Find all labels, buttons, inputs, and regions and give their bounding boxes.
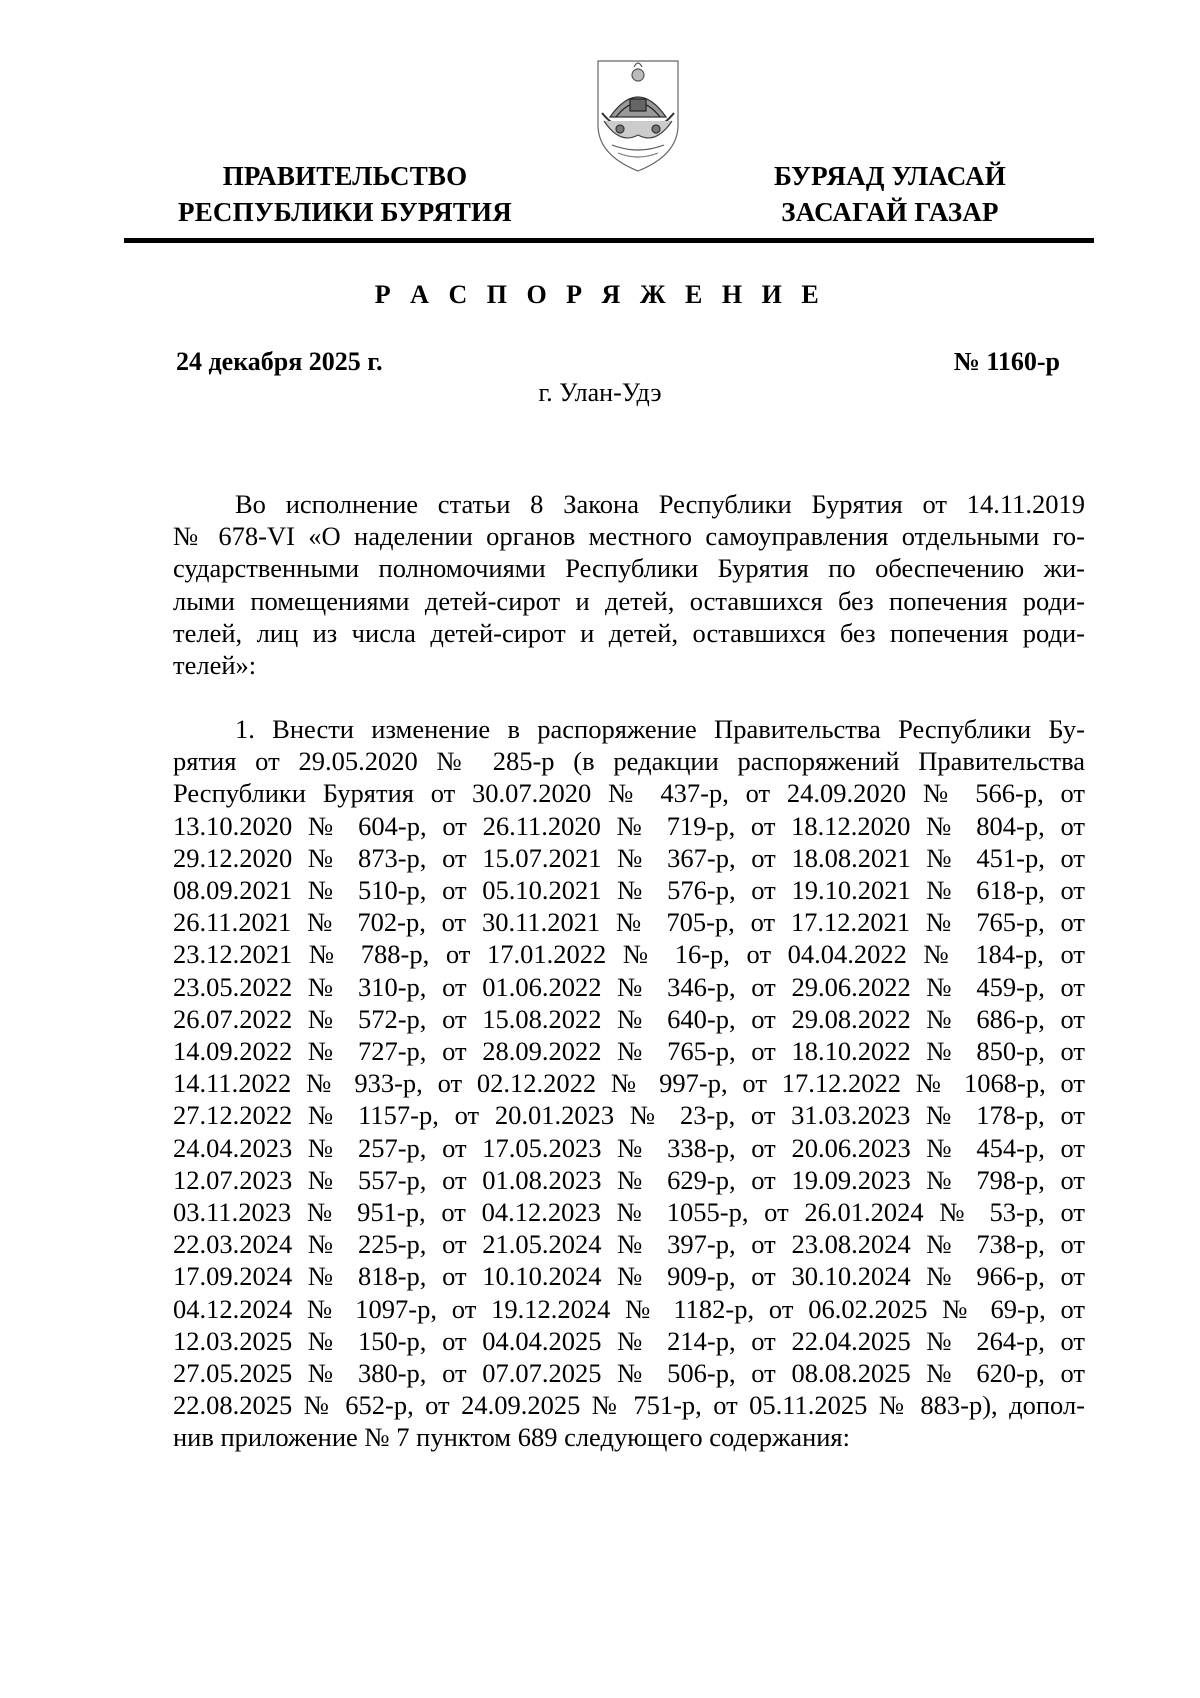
text-line: лыми помещениями детей-сирот и детей, оставшихся без попечения роди-	[173, 585, 1085, 616]
coat-of-arms-emblem	[590, 55, 686, 175]
text-line: 27.12.2022 № 1157-р, от 20.01.2023 № 23-р, от 31.03.2023 № 178-р, от	[173, 1100, 1085, 1131]
text-line: рятия от 29.05.2020 № 285-р (в редакции распоряжений Правительства	[173, 746, 1085, 777]
text-line: 29.12.2020 № 873-р, от 15.07.2021 № 367-р, от 18.08.2021 № 451-р, от	[173, 842, 1085, 873]
clause-1-paragraph	[173, 713, 1085, 1454]
text-line: 22.03.2024 № 225-р, от 21.05.2024 № 397-р, от 23.08.2024 № 738-р, от	[173, 1229, 1085, 1260]
org-left-line2: РЕСПУБЛИКИ БУРЯТИЯ	[178, 197, 512, 227]
text-line: 03.11.2023 № 951-р, от 04.12.2023 № 1055-р, от 26.01.2024 № 53-р, от	[173, 1197, 1085, 1228]
text-line: 17.09.2024 № 818-р, от 10.10.2024 № 909-р, от 30.10.2024 № 966-р, от	[173, 1261, 1085, 1292]
text-line: Во исполнение статьи 8 Закона Республики Бурятия от 14.11.2019	[235, 489, 1085, 519]
text-line: 12.03.2025 № 150-р, от 04.04.2025 № 214-р, от 22.04.2025 № 264-р, от	[173, 1325, 1085, 1356]
text-line: 27.05.2025 № 380-р, от 07.07.2025 № 506-р, от 08.08.2025 № 620-р, от	[173, 1358, 1085, 1389]
document-number: № 1160-р	[953, 347, 1060, 376]
org-right-line2: ЗАСАГАЙ ГАЗАР	[781, 197, 999, 227]
text-line: нив приложение № 7 пунктом 689 следующего содержания:	[173, 1422, 850, 1453]
text-line: сударственными полномочиями Республики Бурятия по обеспечению жи-	[173, 553, 1085, 584]
document-type-title: Р А С П О Р Я Ж Е Н И Е	[374, 280, 826, 309]
text-line: 08.09.2021 № 510-р, от 05.10.2021 № 576-р, от 19.10.2021 № 618-р, от	[173, 875, 1085, 906]
text-line: Республики Бурятия от 30.07.2020 № 437-р, от 24.09.2020 № 566-р, от	[173, 778, 1085, 809]
text-line: 14.11.2022 № 933-р, от 02.12.2022 № 997-р, от 17.12.2022 № 1068-р, от	[173, 1068, 1085, 1099]
text-line: 23.05.2022 № 310-р, от 01.06.2022 № 346-р, от 29.06.2022 № 459-р, от	[173, 971, 1085, 1002]
text-line: № 678-VI «О наделении органов местного самоуправления отдельными го-	[173, 521, 1085, 552]
text-line: 24.04.2023 № 257-р, от 17.05.2023 № 338-р, от 20.06.2023 № 454-р, от	[173, 1132, 1085, 1163]
header-divider	[124, 238, 1094, 243]
text-line: 22.08.2025 № 652-р, от 24.09.2025 № 751-р, от 05.11.2025 № 883-р), допол-	[173, 1390, 1085, 1421]
text-line: телей»:	[173, 650, 257, 681]
org-right-line1: БУРЯАД УЛАСАЙ	[774, 161, 1006, 191]
preamble-paragraph	[173, 488, 1085, 681]
text-line: 23.12.2021 № 788-р, от 17.01.2022 № 16-р, от 04.04.2022 № 184-р, от	[173, 939, 1085, 970]
text-line: 13.10.2020 № 604-р, от 26.11.2020 № 719-р, от 18.12.2020 № 804-р, от	[173, 810, 1085, 841]
text-line: 1. Внести изменение в распоряжение Правительства Республики Бу-	[235, 714, 1085, 744]
text-line: 26.11.2021 № 702-р, от 30.11.2021 № 705-р, от 17.12.2021 № 765-р, от	[173, 907, 1085, 938]
org-left-line1: ПРАВИТЕЛЬСТВО	[222, 161, 468, 191]
text-line: телей, лиц из числа детей-сирот и детей, оставшихся без попечения роди-	[173, 617, 1085, 648]
document-city: г. Улан-Удэ	[538, 378, 662, 407]
organization-name-russian	[160, 158, 530, 230]
text-line: 14.09.2022 № 727-р, от 28.09.2022 № 765-р, от 18.10.2022 № 850-р, от	[173, 1036, 1085, 1067]
text-line: 12.07.2023 № 557-р, от 01.08.2023 № 629-р, от 19.09.2023 № 798-р, от	[173, 1164, 1085, 1195]
text-line: 04.12.2024 № 1097-р, от 19.12.2024 № 1182-р, от 06.02.2025 № 69-р, от	[173, 1293, 1085, 1324]
text-line: 26.07.2022 № 572-р, от 15.08.2022 № 640-р, от 29.08.2022 № 686-р, от	[173, 1003, 1085, 1034]
document-date: 24 декабря 2025 г.	[176, 347, 383, 376]
organization-name-buryat	[740, 158, 1040, 230]
